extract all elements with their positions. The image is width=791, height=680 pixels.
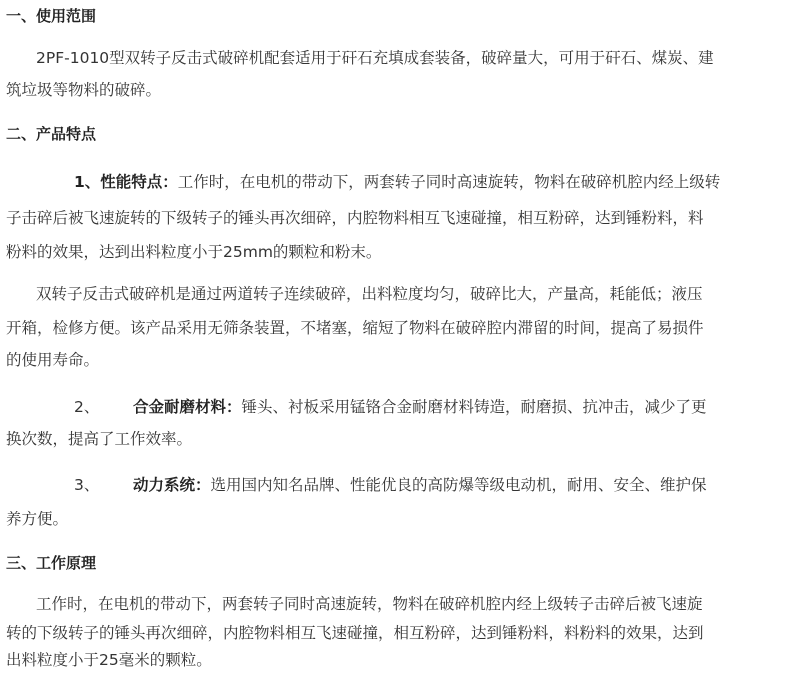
principle-text-line-3: 出料粒度小于25毫米的颗粒。: [6, 651, 212, 669]
feature-1-line-3: 粉料的效果，达到出料粒度小于25mm的颗粒和粉末。: [6, 243, 382, 261]
feature-2-number: 2、: [74, 398, 100, 416]
feature-2-text: 锤头、衬板采用锰铬合金耐磨材料铸造，耐磨损、抗冲击，减少了更: [241, 398, 707, 416]
principle-text-line-1: 工作时，在电机的带动下，两套转子同时高速旋转，物料在破碎机腔内经上级转子击碎后被飞速旋: [36, 595, 703, 613]
paragraph-2-line-1: 双转子反击式破碎机是通过两道转子连续破碎，出料粒度均匀，破碎比大，产量高，耗能低；液压: [36, 285, 703, 303]
feature-1-text: 工作时，在电机的带动下，两套转子同时高速旋转，物料在破碎机腔内经上级转: [177, 173, 721, 191]
feature-3-line-1: [133, 475, 707, 495]
paragraph-2-line-2: 开箱，检修方便。该产品采用无筛条装置，不堵塞，缩短了物料在破碎腔内滞留的时间，提高了易损件: [6, 319, 704, 337]
feature-3-label: 动力系统：: [133, 476, 211, 494]
feature-2-label: 合金耐磨材料：: [133, 398, 242, 416]
feature-2-line-1: [133, 397, 707, 417]
feature-1-line-2: 子击碎后被飞速旋转的下级转子的锤头再次细碎，内腔物料相互飞速碰撞，相互粉碎，达到锤粉料，料: [6, 209, 704, 227]
feature-1-line-1: [74, 172, 720, 192]
feature-3-number: 3、: [74, 476, 100, 494]
feature-3-text: 选用国内知名品牌、性能优良的高防爆等级电动机，耐用、安全、维护保: [210, 476, 707, 494]
paragraph-2-line-3: 的使用寿命。: [6, 351, 100, 369]
section-heading-principle: 三、工作原理: [6, 554, 97, 572]
usage-text-line-1: 2PF-1010型双转子反击式破碎机配套适用于矸石充填成套装备，破碎量大，可用于矸石、煤炭、建: [36, 49, 714, 67]
feature-1-label: 1、性能特点：: [74, 173, 178, 191]
feature-2-line-2: 换次数，提高了工作效率。: [6, 430, 193, 448]
section-heading-usage: 一、使用范围: [6, 7, 97, 25]
usage-text-line-2: 筑垃圾等物料的破碎。: [6, 81, 162, 99]
section-heading-features: 二、产品特点: [6, 125, 97, 143]
feature-3-line-2: 养方便。: [6, 510, 69, 528]
principle-text-line-2: 转的下级转子的锤头再次细碎，内腔物料相互飞速碰撞，相互粉碎，达到锤粉料，料粉料的效果，达到: [6, 624, 704, 642]
